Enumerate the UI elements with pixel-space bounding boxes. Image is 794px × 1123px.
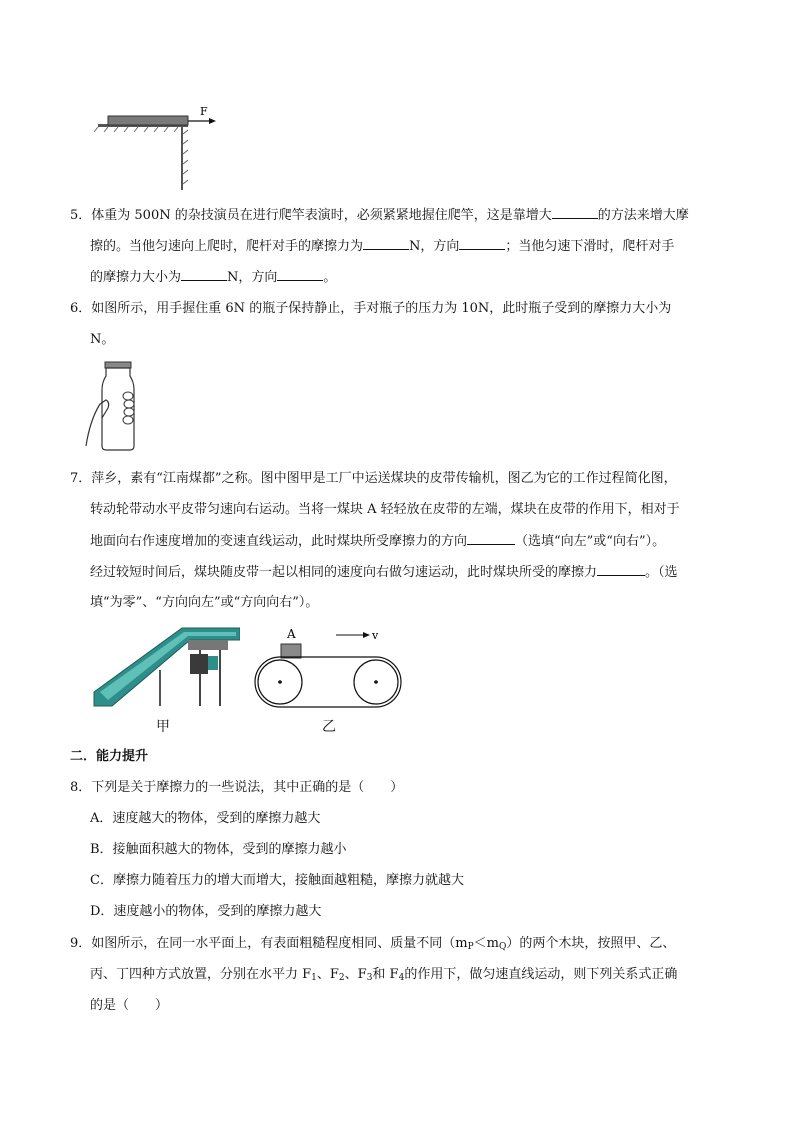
q7-line-3: 地面向右作速度增加的变速直线运动，此时煤块所受摩擦力的方向 （选填“向左”或“向右”）。 — [90, 534, 666, 549]
conveyor-frame — [188, 640, 228, 650]
motor-panel — [208, 656, 218, 670]
q5-number: 5． — [70, 208, 92, 223]
answer-blank[interactable] — [459, 237, 505, 250]
q5-line-1: 5．体重为 500N 的杂技演员在进行爬竿表演时，必须紧紧地握住爬竿，这是靠增大 的方法来增大摩 — [70, 208, 689, 223]
section-title: 二．能力提升 — [70, 749, 149, 764]
block — [108, 116, 188, 125]
q6-line-2: N。 — [90, 332, 115, 347]
answer-blank[interactable] — [467, 532, 515, 545]
q7-number: 7． — [70, 471, 92, 486]
q9-line-2: 丙、丁四种方式放置，分别在水平力 $F_1$、$F_2$、$F_3$和 $F_4$的作用下，做匀速直线运动，则下列关系式正确 — [90, 967, 678, 983]
q9-number: 9． — [70, 936, 92, 951]
answer-blank[interactable] — [277, 268, 323, 281]
belt-schematic-figure — [252, 624, 406, 708]
q6-number: 6． — [70, 301, 92, 316]
q8-option-c[interactable]: C．摩擦力随着压力的增大而增大，接触面越粗糙，摩擦力就越大 — [90, 873, 464, 888]
q7-line-4: 经过较短时间后，煤块随皮带一起以相同的速度向右做匀速运动，此时煤块所受的摩擦力 。（选 — [90, 565, 678, 580]
conveyor-photo-figure — [90, 626, 240, 708]
table-block-figure — [88, 104, 228, 194]
q8-stem: 8．下列是关于摩擦力的一些说法，其中正确的是（ ） — [70, 780, 404, 795]
table-hatching — [94, 127, 188, 184]
q7-line-1: 7．萍乡，素有“江南煤都”之称。图中图甲是工厂中运送煤块的皮带传输机，图乙为它的工作过程简化图， — [70, 471, 677, 486]
q8-option-b[interactable]: B．接触面积越大的物体，受到的摩擦力越小 — [90, 842, 347, 857]
caption-jia: 甲 — [156, 719, 170, 735]
q5-line-2: 擦的。当他匀速向上爬时，爬杆对手的摩擦力为 N，方向 ；当他匀速下滑时，爬杆对手 — [90, 239, 675, 254]
bottle-hand-figure — [84, 360, 154, 452]
velocity-label: v — [372, 629, 379, 642]
q9-line-3: 的是（ ） — [90, 998, 169, 1013]
block-a-label: A — [287, 627, 296, 641]
bottle-cap — [105, 362, 131, 368]
force-arrow-head — [209, 118, 216, 124]
right-axle — [374, 680, 378, 684]
belt-loop — [255, 657, 401, 707]
q8-option-d[interactable]: D．速度越小的物体，受到的摩擦力越大 — [90, 904, 322, 919]
q7-line-2: 转动轮带动水平皮带匀速向右运动。当将一煤块 A 轻轻放在皮带的左端，煤块在皮带的作用下，相对于 — [90, 502, 680, 517]
q6-line-1: 6．如图所示，用手握住重 6N 的瓶子保持静止，手对瓶子的压力为 10N，此时瓶子受到的摩擦力大小为 — [70, 301, 672, 316]
answer-blank[interactable] — [552, 206, 598, 219]
q7-line-5: 填“为零”、“方向向左”或“方向向右”）。 — [90, 595, 319, 610]
left-axle — [278, 680, 282, 684]
force-label: F — [200, 105, 208, 118]
q8-number: 8． — [70, 780, 92, 795]
answer-blank[interactable] — [597, 563, 645, 576]
coal-block-a — [281, 644, 301, 658]
q5-line-3: 的摩擦力大小为 N，方向 。 — [90, 270, 337, 285]
answer-blank[interactable] — [181, 268, 227, 281]
q9-line-1: 9．如图所示，在同一水平面上，有表面粗糙程度相同、质量不同$(m_P<m_Q)$的两个木块，按照甲、乙、 — [70, 936, 676, 952]
answer-blank[interactable] — [363, 237, 409, 250]
conveyor-belt — [94, 628, 240, 706]
velocity-arrow-head — [363, 632, 370, 638]
caption-yi: 乙 — [322, 719, 336, 735]
q8-option-a[interactable]: A．速度越大的物体，受到的摩擦力越大 — [90, 811, 321, 826]
motor — [190, 654, 208, 674]
